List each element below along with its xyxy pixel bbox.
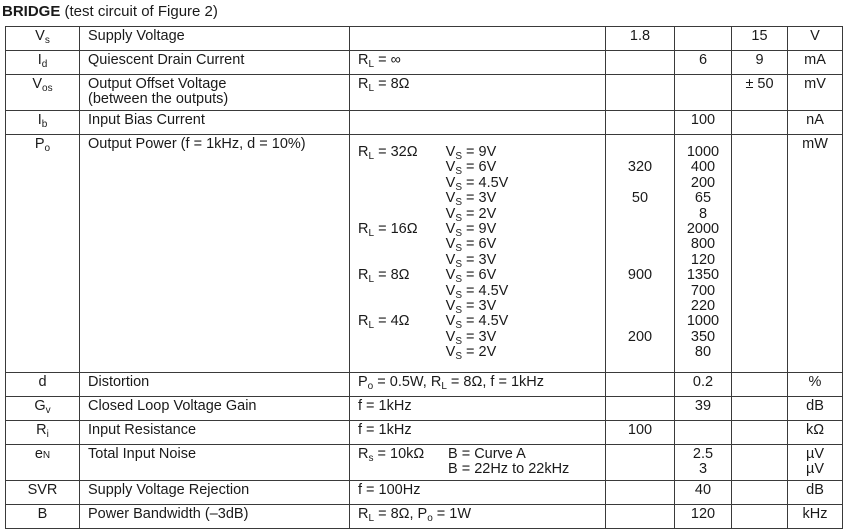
min-cell: 100: [606, 421, 675, 445]
output-power-min: [606, 237, 674, 252]
typ-cell: 0.2: [675, 373, 732, 397]
output-power-typ: 400: [690, 159, 716, 176]
output-power-typ: 65: [694, 190, 712, 207]
output-power-condition-line: [358, 330, 605, 345]
symbol-cell: $V_{os}$: [6, 75, 80, 111]
load-resistance: [358, 284, 446, 299]
typ-cell: [675, 75, 732, 111]
parameter-cell: Quiescent Drain Current: [80, 51, 350, 75]
condition-cell: $R_L$ = ∞: [350, 51, 606, 75]
condition-cell: f = 1kHz: [350, 421, 606, 445]
supply-voltage: $V_S = 2V$: [445, 344, 497, 363]
symbol-cell: $I_d$: [6, 51, 80, 75]
output-power-condition-line: [358, 267, 605, 286]
output-power-min: [606, 176, 674, 191]
output-power-typ: 1000: [686, 144, 720, 160]
symbol-cell: d: [6, 373, 80, 397]
supply-voltage: $V_S = 6V$: [445, 236, 497, 255]
symbol-cell: $R_i$: [6, 421, 80, 445]
typ-cell: 2.5 3: [675, 445, 732, 481]
condition-cell: f = 1kHz: [350, 397, 606, 421]
supply-voltage: $V_S = 9V$: [445, 144, 497, 162]
min-cell: [606, 135, 675, 373]
load-resistance: [358, 176, 446, 191]
symbol-cell: $I_b$: [6, 111, 80, 135]
output-power-typ: 350: [690, 328, 716, 345]
load-resistance: [358, 299, 446, 314]
supply-voltage: $V_S = 4.5V$: [445, 282, 509, 301]
table-row: [6, 75, 843, 111]
output-power-min: 900: [627, 267, 653, 284]
max-cell: [732, 481, 788, 505]
typ-cell: [675, 421, 732, 445]
parameter-cell: Supply Voltage Rejection: [80, 481, 350, 505]
min-cell: [606, 75, 675, 111]
output-power-min: 200: [627, 328, 653, 345]
unit-cell: mW: [788, 135, 843, 373]
parameter-cell: Total Input Noise: [80, 445, 350, 481]
table-row: [6, 445, 843, 481]
load-resistance: [358, 237, 446, 252]
load-resistance: $R_L = 8\Omega$: [358, 267, 410, 286]
supply-voltage: $V_S = 3V$: [445, 328, 497, 347]
condition-cell: f = 100Hz: [350, 481, 606, 505]
max-cell: [732, 111, 788, 135]
output-power-typ: 1350: [686, 267, 720, 284]
supply-voltage: $V_S = 2V$: [445, 205, 497, 224]
unit-cell: kHz: [788, 505, 843, 529]
output-power-typ: 1000: [686, 313, 720, 330]
output-power-condition-line: [358, 145, 605, 160]
output-power-condition-line: [358, 344, 605, 363]
supply-voltage: $V_S = 9V$: [445, 220, 497, 239]
load-resistance: $R_L = 32\Omega$: [358, 144, 418, 162]
typ-cell: 6: [675, 51, 732, 75]
unit-cell: nA: [788, 111, 843, 135]
supply-voltage: $V_S = 3V$: [445, 251, 497, 270]
min-cell: [606, 505, 675, 529]
typ-cell: 120: [675, 505, 732, 529]
parameter-cell: Input Bias Current: [80, 111, 350, 135]
output-power-typ: 700: [690, 282, 716, 299]
output-power-min: 50: [631, 190, 649, 207]
condition-cell: $R_L = 8\Omega$: [350, 75, 606, 111]
min-cell: [606, 373, 675, 397]
output-power-min: [606, 207, 674, 222]
symbol-cell: $P_o$: [6, 135, 80, 373]
supply-voltage: $V_S = 4.5V$: [445, 313, 509, 332]
min-cell: [606, 51, 675, 75]
output-power-min: [606, 145, 674, 160]
unit-cell: dB: [788, 481, 843, 505]
typ-cell: 39: [675, 397, 732, 421]
condition-cell: $P_o = 0.5W$, $R_L = 8\Omega$, f = 1kHz: [350, 373, 606, 397]
unit-cell: µV µV: [788, 445, 843, 481]
typ-cell: 40: [675, 481, 732, 505]
load-resistance: $R_L = 4\Omega$: [358, 313, 410, 332]
parameter-cell: Distortion: [80, 373, 350, 397]
title-rest: (test circuit of Figure 2): [60, 3, 218, 20]
output-power-typ: 2000: [686, 220, 720, 237]
symbol-cell: SVR: [6, 481, 80, 505]
min-cell: [606, 445, 675, 481]
condition-cell: [350, 135, 606, 373]
output-power-typ: 220: [690, 297, 716, 314]
supply-voltage: $V_S = 6V$: [445, 267, 497, 286]
max-cell: 9: [732, 51, 788, 75]
max-cell: [732, 135, 788, 373]
unit-cell: mA: [788, 51, 843, 75]
max-cell: [732, 397, 788, 421]
min-cell: [606, 481, 675, 505]
load-resistance: [358, 160, 446, 175]
supply-voltage: $V_S = 4.5V$: [445, 174, 509, 193]
output-power-typ: 8: [698, 205, 708, 222]
load-resistance: [358, 191, 446, 206]
table-row: [6, 373, 843, 397]
unit-cell: kΩ: [788, 421, 843, 445]
output-power-condition-line: [358, 207, 605, 222]
output-power-typ: 80: [694, 344, 712, 361]
parameter-cell: Supply Voltage: [80, 27, 350, 51]
output-power-min: [606, 253, 674, 268]
table-row: [6, 111, 843, 135]
output-power-min: [606, 222, 674, 237]
supply-voltage: $V_S = 3V$: [445, 297, 497, 316]
table-row: [6, 397, 843, 421]
symbol-cell: $G_v$: [6, 397, 80, 421]
load-resistance: $R_L = 16\Omega$: [358, 220, 418, 239]
output-power-typ: 800: [690, 236, 716, 253]
output-power-min: [606, 314, 674, 329]
output-power-condition-line: [358, 284, 605, 299]
max-cell: [732, 505, 788, 529]
output-power-condition-line: [358, 222, 605, 237]
table-row: [6, 421, 843, 445]
output-power-condition-line: [358, 159, 605, 178]
output-power-min: [606, 299, 674, 314]
load-resistance: [358, 207, 446, 222]
parameter-cell: Input Resistance: [80, 421, 350, 445]
output-power-min: [606, 284, 674, 299]
supply-voltage: $V_S = 6V$: [445, 159, 497, 178]
load-resistance: [358, 345, 446, 360]
typ-cell: [675, 27, 732, 51]
output-power-condition-line: [358, 176, 605, 191]
supply-voltage: $V_S = 3V$: [445, 190, 497, 209]
load-resistance: [358, 253, 446, 268]
condition-cell: [350, 27, 606, 51]
load-resistance: [358, 330, 446, 345]
output-power-condition-line: [358, 299, 605, 314]
max-cell: [732, 373, 788, 397]
output-power-typ: 120: [690, 251, 716, 268]
symbol-cell: eN: [6, 445, 80, 481]
output-power-condition-line: [358, 313, 605, 332]
parameter-cell: Closed Loop Voltage Gain: [80, 397, 350, 421]
unit-cell: mV: [788, 75, 843, 111]
typ-cell: [675, 135, 732, 373]
title-bold: BRIDGE: [2, 3, 61, 20]
max-cell: [732, 421, 788, 445]
table-row: [6, 51, 843, 75]
unit-cell: V: [788, 27, 843, 51]
max-cell: 15: [732, 27, 788, 51]
table-row-output-power: [6, 135, 843, 373]
parameter-cell: Output Offset Voltage (between the outputs): [80, 75, 350, 111]
condition-cell: $R_L = 8\Omega$, $P_o = 1W$: [350, 505, 606, 529]
table-row: [6, 481, 843, 505]
condition-cell: [350, 111, 606, 135]
condition-cell: $R_s = 10k\Omega$ B = Curve A B = 22Hz to 22kHz: [350, 445, 606, 481]
unit-cell: %: [788, 373, 843, 397]
output-power-condition-line: [358, 253, 605, 268]
table-row: [6, 27, 843, 51]
symbol-cell: B: [6, 505, 80, 529]
parameter-cell: Output Power (f = 1kHz, d = 10%): [80, 135, 350, 373]
output-power-condition-line: [358, 236, 605, 255]
output-power-min: [606, 345, 674, 360]
output-power-condition-line: [358, 190, 605, 209]
output-power-typ: 200: [690, 174, 716, 191]
section-title: [2, 3, 218, 21]
symbol-cell: $V_s$: [6, 27, 80, 51]
min-cell: [606, 397, 675, 421]
unit-cell: dB: [788, 397, 843, 421]
min-cell: 1.8: [606, 27, 675, 51]
output-power-min: 320: [627, 159, 653, 176]
typ-cell: 100: [675, 111, 732, 135]
electrical-characteristics-table: [5, 26, 843, 529]
parameter-cell: Power Bandwidth (–3dB): [80, 505, 350, 529]
table-row: [6, 505, 843, 529]
min-cell: [606, 111, 675, 135]
max-cell: [732, 445, 788, 481]
max-cell: ± 50: [732, 75, 788, 111]
